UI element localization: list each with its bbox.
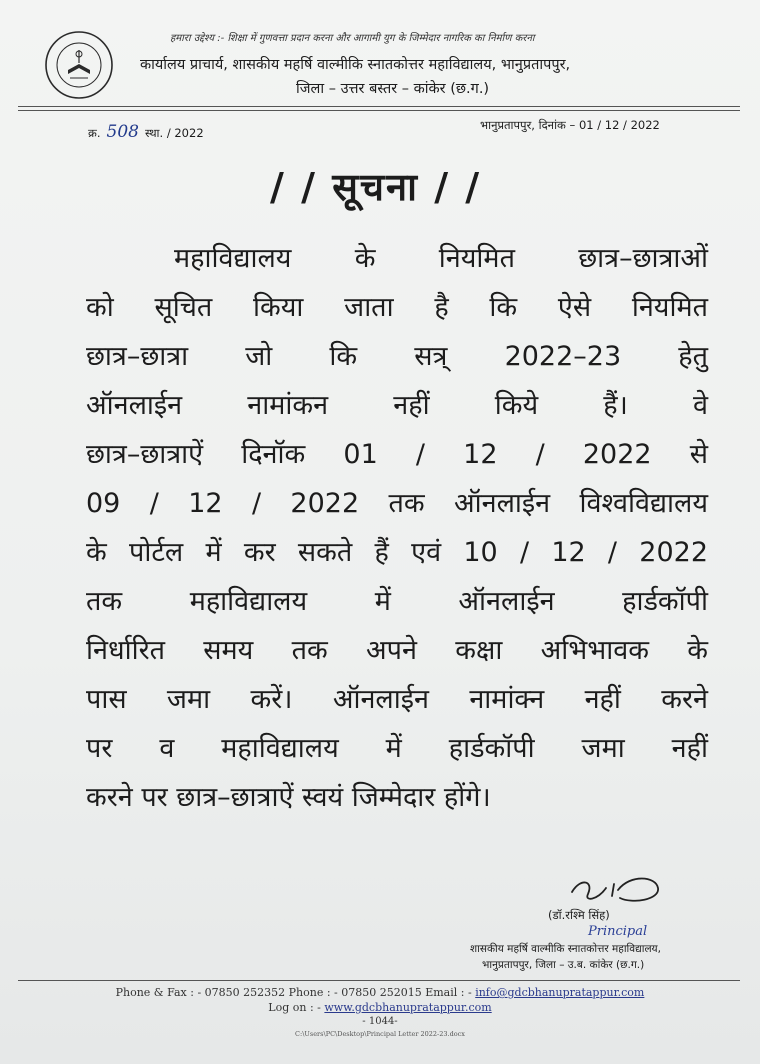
footer-file-path: C:\Users\PC\Desktop\Principal Letter 2022-23.docx [295, 1030, 465, 1038]
signature-icon [560, 870, 670, 910]
header-divider-lower [18, 110, 740, 111]
footer-phone-fax: Phone & Fax : - 07850 252352 Phone : - 07850 252015 Email : - [115, 986, 472, 999]
place-and-date: भानुप्रतापपुर, दिनांक – 01 / 12 / 2022 [480, 118, 660, 132]
footer-contact [0, 986, 760, 999]
principal-stamp: Principal [588, 924, 648, 939]
notice-title: / / सूचना / / [270, 165, 482, 209]
body-line: निर्धारित समय तक अपने कक्षा अभिभावक के [86, 635, 708, 666]
body-line: पास जमा करें। ऑनलाईन नामांक्न नहीं करने [86, 684, 708, 715]
body-line: ऑनलाईन नामांकन नहीं किये हैं। वे [86, 390, 708, 421]
footer-logon-label: Log on : - [268, 1001, 321, 1014]
body-line: छात्र–छात्राऐं दिनॉक 01 / 12 / 2022 से [86, 439, 708, 470]
body-line: महाविद्यालय के नियमित छात्र–छात्राओं [174, 243, 708, 274]
signatory-address: भानुप्रतापपुर, जिला – उ.ब. कांकेर (छ.ग.) [482, 959, 645, 971]
footer-page-number: - 1044- [362, 1016, 398, 1027]
body-line: पर व महाविद्यालय में हार्डकॉपी जमा नहीं [86, 733, 708, 764]
footer-email-link[interactable]: info@gdcbhanupratappur.com [475, 986, 645, 999]
reference-number [88, 122, 204, 142]
reference-suffix: स्था. / 2022 [144, 126, 204, 140]
footer-website-link[interactable]: www.gdcbhanupratappur.com [324, 1001, 492, 1014]
reference-handwritten-number: 508 [106, 122, 139, 142]
office-name-line2: जिला – उत्तर बस्तर – कांकेर (छ.ग.) [296, 81, 490, 97]
footer-divider [18, 980, 740, 981]
body-line: छात्र–छात्रा जो कि सत्र् 2022–23 हेतु [86, 341, 708, 372]
body-line: को सूचित किया जाता है कि ऐसे नियमित [86, 292, 708, 323]
body-line: तक महाविद्यालय में ऑनलाईन हार्डकॉपी [86, 586, 708, 617]
body-line: करने पर छात्र–छात्राऐं स्वयं जिम्मेदार होंगे। [86, 782, 491, 813]
body-line: के पोर्टल में कर सकते हैं एवं 10 / 12 / 2022 [86, 537, 708, 568]
footer-website [0, 1001, 760, 1014]
body-line: 09 / 12 / 2022 तक ऑनलाईन विश्वविद्यालय [86, 488, 708, 519]
office-name-line1: कार्यालय प्राचार्य, शासकीय महर्षि वाल्मीकि स्नातकोत्तर महाविद्यालय, भानुप्रतापपुर, [140, 57, 571, 73]
college-seal-icon [44, 30, 114, 100]
header-divider-upper [18, 106, 740, 107]
signatory-name: (डॉ.रश्मि सिंह) [548, 908, 610, 922]
letterhead-motto: हमारा उद्देश्य :- शिक्षा में गुणवत्ता प्रदान करना और आगामी युग के जिम्मेदार नागरिक का निर्माण करना [170, 33, 535, 44]
reference-prefix: क्र. [88, 126, 101, 140]
signatory-designation: शासकीय महर्षि वाल्मीकि स्नातकोत्तर महाविद्यालय, [470, 943, 661, 955]
